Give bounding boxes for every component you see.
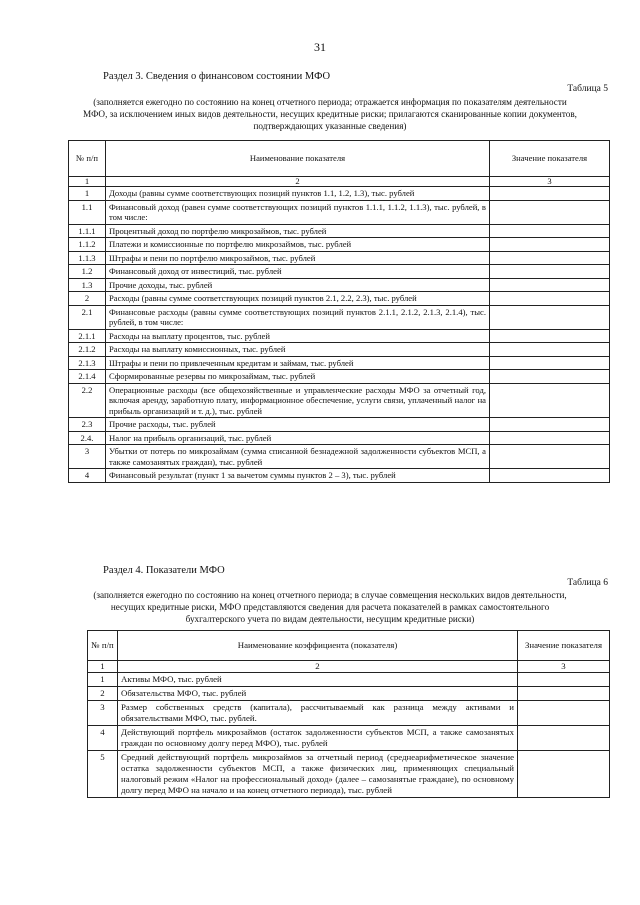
row-name: Финансовый доход (равен сумме соответствующих позиций пунктов 1.1.1, 1.1.2, 1.1.3), тыс. рублей, в том числе:: [106, 200, 490, 224]
row-number: 2.4.: [69, 431, 106, 445]
row-number: 5: [88, 751, 118, 798]
header-num: № п/п: [69, 141, 106, 177]
row-number: 1.1.3: [69, 251, 106, 265]
row-number: 1.1.1: [69, 224, 106, 238]
header-value: Значение показателя: [490, 141, 610, 177]
row-number: 2: [69, 292, 106, 306]
row-number: 4: [69, 469, 106, 483]
row-value: [490, 343, 610, 357]
row-name: Расходы (равны сумме соответствующих позиций пунктов 2.1, 2.2, 2.3), тыс. рублей: [106, 292, 490, 306]
row-number: 2.3: [69, 418, 106, 432]
row-name: Сформированные резервы по микрозаймам, тыс. рублей: [106, 370, 490, 384]
row-name: Убытки от потерь по микрозаймам (сумма списанной безнадежной задолженности субъектов МСП, а также самозанятых граждан), тыс. рублей: [106, 445, 490, 469]
table-row: [69, 383, 610, 418]
row-value: [490, 187, 610, 201]
row-value: [490, 383, 610, 418]
row-value: [490, 224, 610, 238]
column-index: 2: [106, 177, 490, 187]
row-name: Налог на прибыль организаций, тыс. рублей: [106, 431, 490, 445]
row-value: [490, 265, 610, 279]
row-name: Размер собственных средств (капитала), рассчитываемый как разница между активами и обязательствами МФО, тыс. рублей.: [118, 701, 518, 726]
row-name: Действующий портфель микрозаймов (остаток задолженности субъектов МСП, а также самозанятых граждан по основному долгу перед МФО), тыс. рублей: [118, 726, 518, 751]
row-name: Средний действующий портфель микрозаймов за отчетный период (среднеарифметическое значение остатка задолженности субъектов МСП, а также физических лиц, применяющих специальный налоговый режим «Налог на профессиональный доход» (далее – самозанятые граждане), по основному долгу перед МФО на начало и на конец отчетного периода), тыс. рублей: [118, 751, 518, 798]
row-number: 2: [88, 687, 118, 701]
row-value: [490, 431, 610, 445]
row-number: 2.1: [69, 305, 106, 329]
table-row: [69, 238, 610, 252]
row-value: [490, 469, 610, 483]
table-row: [69, 265, 610, 279]
row-number: 1.3: [69, 278, 106, 292]
column-index: 3: [490, 177, 610, 187]
row-name: Расходы на выплату процентов, тыс. рублей: [106, 329, 490, 343]
table-row: [69, 356, 610, 370]
row-number: 1.2: [69, 265, 106, 279]
table-row: [88, 687, 610, 701]
header-value: Значение показателя: [518, 631, 610, 661]
table-row: [69, 418, 610, 432]
row-name: Финансовый доход от инвестиций, тыс. рублей: [106, 265, 490, 279]
table-row: [69, 431, 610, 445]
table-row: [69, 292, 610, 306]
row-name: Прочие расходы, тыс. рублей: [106, 418, 490, 432]
row-value: [490, 251, 610, 265]
row-value: [490, 329, 610, 343]
header-name: Наименование показателя: [106, 141, 490, 177]
row-value: [490, 418, 610, 432]
row-number: 1.1: [69, 200, 106, 224]
row-number: 2.1.4: [69, 370, 106, 384]
row-value: [490, 445, 610, 469]
row-number: 3: [88, 701, 118, 726]
row-name: Финансовые расходы (равны сумме соответствующих позиций пунктов 2.1.1, 2.1.2, 2.1.3, 2.1.4), тыс. рублей, в том числе:: [106, 305, 490, 329]
table-row: [69, 343, 610, 357]
section-3-title: Раздел 3. Сведения о финансовом состоянии МФО: [103, 71, 331, 82]
column-index: 1: [69, 177, 106, 187]
table-row: [69, 187, 610, 201]
column-index: 1: [88, 661, 118, 673]
row-name: Платежи и комиссионные по портфелю микрозаймов, тыс. рублей: [106, 238, 490, 252]
table-row: [88, 726, 610, 751]
row-value: [518, 751, 610, 798]
table-row: [69, 469, 610, 483]
row-value: [518, 701, 610, 726]
row-value: [490, 305, 610, 329]
header-name: Наименование коэффициента (показателя): [118, 631, 518, 661]
row-value: [490, 370, 610, 384]
section-4-note: (заполняется ежегодно по состоянию на конец отчетного периода; в случае совмещения нескольких видов деятельности, несущих кредитные риски, МФО представляются сведения для расчета показателей в рамках самостоятельного бухгалтерского учета по видам деятельности, несущим кредитные риски): [93, 590, 567, 624]
section-3-note: (заполняется ежегодно по состоянию на конец отчетного периода; отражается информация по показателям деятельности МФО, за исключением иных видов деятельности, несущих кредитные риски; прилагаются сканированные копии документов, подтверждающих указанные сведения): [83, 97, 577, 131]
row-name: Доходы (равны сумме соответствующих позиций пунктов 1.1, 1.2, 1.3), тыс. рублей: [106, 187, 490, 201]
row-name: Финансовый результат (пункт 1 за вычетом суммы пунктов 2 – 3), тыс. рублей: [106, 469, 490, 483]
financial-state-table: [68, 140, 610, 483]
mfo-indicators-table: [87, 630, 610, 798]
table-row: [69, 445, 610, 469]
row-name: Процентный доход по портфелю микрозаймов, тыс. рублей: [106, 224, 490, 238]
row-name: Обязательства МФО, тыс. рублей: [118, 687, 518, 701]
header-num: № п/п: [88, 631, 118, 661]
row-name: Активы МФО, тыс. рублей: [118, 673, 518, 687]
row-name: Операционные расходы (все общехозяйственные и управленческие расходы МФО за отчетный год, включая аренду, заработную плату, информационное обеспечение, услуги связи, уплаченный налог на прибыль организаций и т. д.), тыс. рублей: [106, 383, 490, 418]
column-index: 3: [518, 661, 610, 673]
table-row: [88, 751, 610, 798]
table-row: [69, 370, 610, 384]
row-value: [490, 238, 610, 252]
column-index: 2: [118, 661, 518, 673]
row-value: [490, 356, 610, 370]
row-number: 2.1.2: [69, 343, 106, 357]
row-number: 1: [88, 673, 118, 687]
row-number: 4: [88, 726, 118, 751]
table-row: [88, 701, 610, 726]
page-number: 31: [314, 40, 326, 54]
table-row: [69, 305, 610, 329]
row-value: [490, 200, 610, 224]
row-number: 1: [69, 187, 106, 201]
row-value: [518, 726, 610, 751]
row-number: 2.1.3: [69, 356, 106, 370]
section-4-title: Раздел 4. Показатели МФО: [103, 565, 225, 576]
table-6-label: Таблица 6: [567, 578, 608, 588]
row-value: [518, 673, 610, 687]
row-name: Прочие доходы, тыс. рублей: [106, 278, 490, 292]
row-value: [490, 292, 610, 306]
table-row: [69, 278, 610, 292]
table-row: [69, 329, 610, 343]
row-number: 3: [69, 445, 106, 469]
row-number: 2.2: [69, 383, 106, 418]
row-number: 1.1.2: [69, 238, 106, 252]
table-row: [69, 200, 610, 224]
row-number: 2.1.1: [69, 329, 106, 343]
row-value: [518, 687, 610, 701]
table-row: [69, 251, 610, 265]
table-row: [69, 224, 610, 238]
table-row: [88, 673, 610, 687]
row-name: Штрафы и пени по привлеченным кредитам и займам, тыс. рублей: [106, 356, 490, 370]
row-name: Штрафы и пени по портфелю микрозаймов, тыс. рублей: [106, 251, 490, 265]
row-value: [490, 278, 610, 292]
row-name: Расходы на выплату комиссионных, тыс. рублей: [106, 343, 490, 357]
table-5-label: Таблица 5: [567, 84, 608, 94]
